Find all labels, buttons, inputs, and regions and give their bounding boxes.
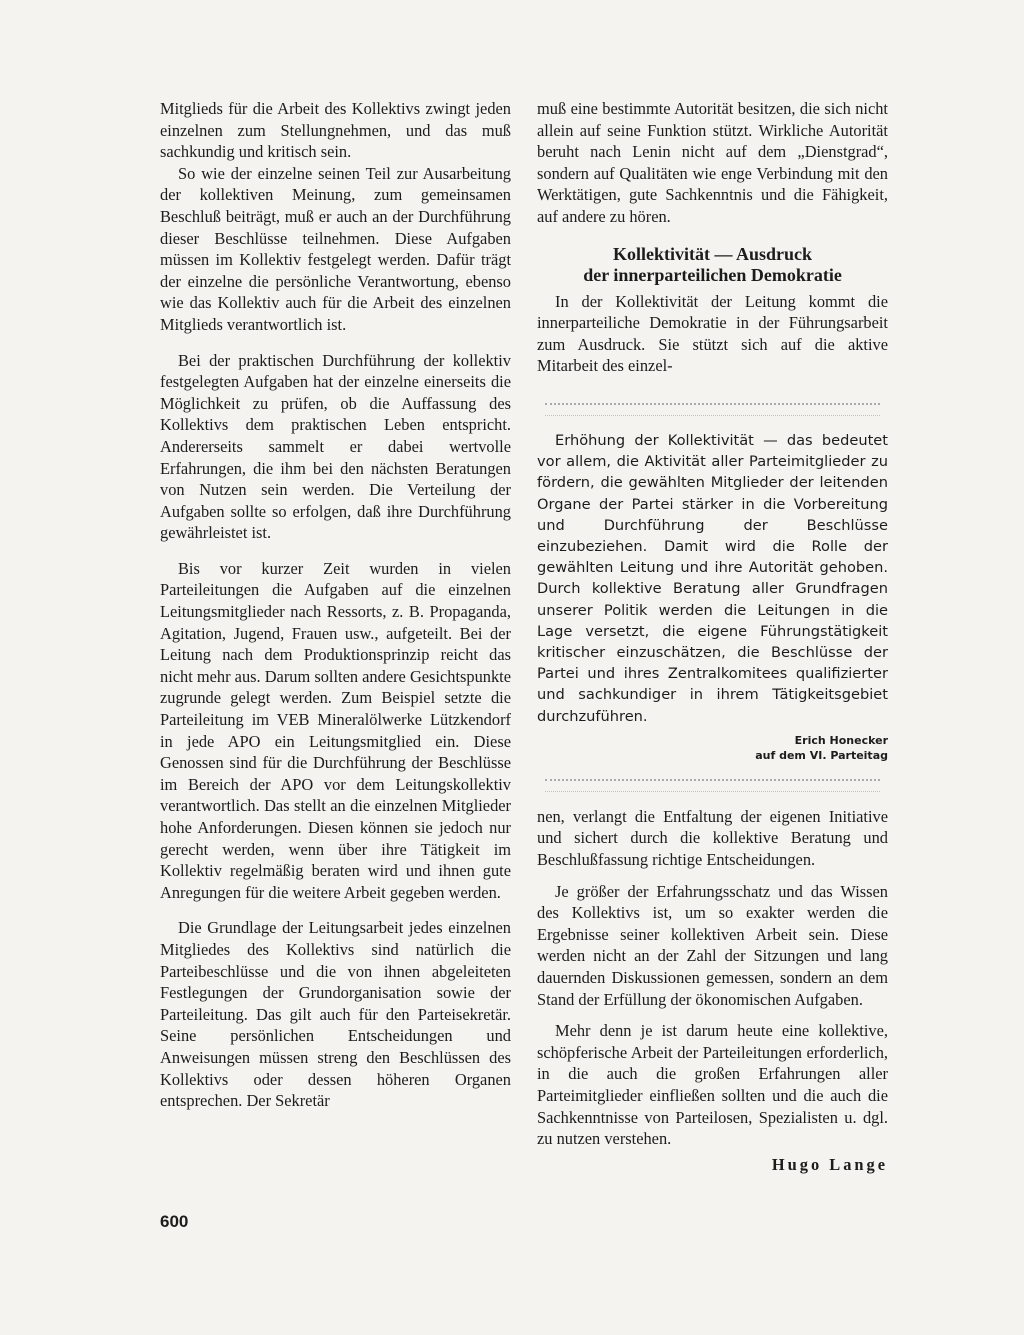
article-author: Hugo Lange (771, 1154, 888, 1174)
right-paragraph-1: nen, verlangt die Entfaltung der eigenen Initiative und sichert durch die kollektive Beratung und Beschlußfassung richtige Entscheidungen. (537, 806, 888, 869)
right-paragraph-2: Je größer der Erfahrungsschatz und das Wissen des Kollektivs ist, um so exakter werden die Ergebnisse seiner kollektiven Arbeit sein. Diese werden nicht an der Zahl der Sitzungen und lang dauernden Diskussionen gemessen, sondern an dem Stand der Erfüllung der ökonomischen Aufgaben. (537, 881, 888, 1009)
section-heading (537, 244, 888, 286)
right-intro-paragraph: muß eine bestimmte Autorität besitzen, die sich nicht allein auf seine Funktion stützt. Wirkliche Autorität beruht nach Lenin nicht auf dem „Dienstgrad“, sondern auf Qualitäten wie enge Verbindung mit den Werktätigen, gute Sachkenntnis und die Fähigkeit, auf andere zu hören. (537, 99, 888, 226)
left-paragraph-4: Bis vor kurzer Zeit wurden in vielen Parteileitungen die Aufgaben auf die einzelnen Leitungsmitglieder nach Ressorts, z. B. Propaganda, Agitation, Jugend, Frauen usw., aufgeteilt. Bei der Leitung nach dem Produktionsprinzip reicht das nicht mehr aus. Darum sollten andere Gesichtspunkte zugrunde gelegt werden. Zum Beispiel setzte die Parteileitung im VEB Mineralölwerke Lützkendorf in jede APO ein Leitungsmitglied ein. Diese Genossen sind für die Durchführung der Beschlüsse im Bereich der APO vor dem Leitungskollektiv verantwortlich. Das stellt an die einzelnen Mitglieder hohe Anforderungen. Diesen können sie jedoch nur gerecht werden, wenn über ihre Tätigkeit im Kollektiv regelmäßig beraten wird und ihnen gute Anregungen für die weitere Arbeit gegeben werden. (160, 558, 511, 902)
section-heading-line-1: Kollektivität — Ausdruck (612, 243, 813, 264)
right-paragraph-3: Mehr denn je ist darum heute eine kollektive, schöpferische Arbeit der Parteileitungen erforderlich, in die auch die großen Erfahrungen aller Parteimitglieder einfließen sollten und die auch die Sachkenntnisse von Parteilosen, Spezialisten u. dgl. zu nutzen verstehen. (537, 1021, 888, 1149)
ornament-divider-top (545, 403, 880, 416)
quote-box (537, 391, 888, 802)
section-paragraph: In der Kollektivität der Leitung kommt die innerparteiliche Demokratie in der Führungsarbeit zum Ausdruck. Sie stützt sich auf die aktive Mitarbeit des einzel- (537, 291, 888, 376)
ornament-divider-bottom (545, 779, 880, 792)
page-number: 600 (160, 1212, 189, 1231)
quote-signature (537, 733, 888, 763)
left-column (160, 98, 511, 1112)
signature-event: auf dem VI. Parteitag (755, 748, 888, 762)
section-heading-line-2: der innerparteilichen Demokratie (583, 264, 842, 285)
quote-text: Erhöhung der Kollektivität — das bedeutet vor allem, die Aktivität aller Parteimitglieder zu fördern, die gewählten Mitglieder der leitenden Organe der Partei stärker in die Vorbereitung und Durchführung der Beschlüsse einzubeziehen. Damit wird die Rolle der gewählten Leitung und ihre Autorität gehoben. Durch kollektive Beratung aller Grundfragen unserer Politik werden die Leitungen in die Lage versetzt, die eigene Führungstätigkeit kritischer einzuschätzen, die Beschlüsse der Partei und ihres Zentralkomitees qualifizierter und sachkundiger in ihrem Tätigkeitsgebiet durchzuführen. (537, 431, 888, 725)
right-column (537, 98, 888, 1175)
left-paragraph-2: So wie der einzelne seinen Teil zur Ausarbeitung der kollektiven Meinung, zum gemeinsamen Beschluß beiträgt, muß er auch an der Durchführung dieser Beschlüsse teilnehmen. Diese Aufgaben müssen im Kollektiv festgelegt werden. Dafür trägt der einzelne die persönliche Verantwortung, ebenso wie das Kollektiv auch für die Arbeit des einzelnen Mitglieds verantwortlich ist. (160, 163, 511, 334)
left-paragraph-1: Mitglieds für die Arbeit des Kollektivs zwingt jeden einzelnen zum Stellungnehmen, und das muß sachkundig und kritisch sein. (160, 99, 511, 162)
left-paragraph-5: Die Grundlage der Leitungsarbeit jedes einzelnen Mitgliedes des Kollektivs sind natürlich die Parteibeschlüsse und die von ihnen abgeleiteten Festlegungen der Grundorganisation sowie der Parteileitung. Das gilt auch für den Parteisekretär. Seine persönlichen Entscheidungen und Anweisungen müssen streng den Beschlüssen des Kollektivs oder dessen höheren Organen entsprechen. Der Sekretär (160, 918, 511, 1111)
left-paragraph-3: Bei der praktischen Durchführung der kollektiv festgelegten Aufgaben hat der einzelne einerseits die Möglichkeit zu prüfen, ob die Auffassung des Kollektivs dem praktischen Leben entspricht. Andererseits sammelt er dabei wertvolle Erfahrungen, die ihm bei den nächsten Beratungen von Nutzen sein werden. Die Verteilung der Aufgaben sollte so erfolgen, daß ihre Durchführung gewährleistet ist. (160, 350, 511, 543)
signature-name: Erich Honecker (794, 733, 888, 747)
